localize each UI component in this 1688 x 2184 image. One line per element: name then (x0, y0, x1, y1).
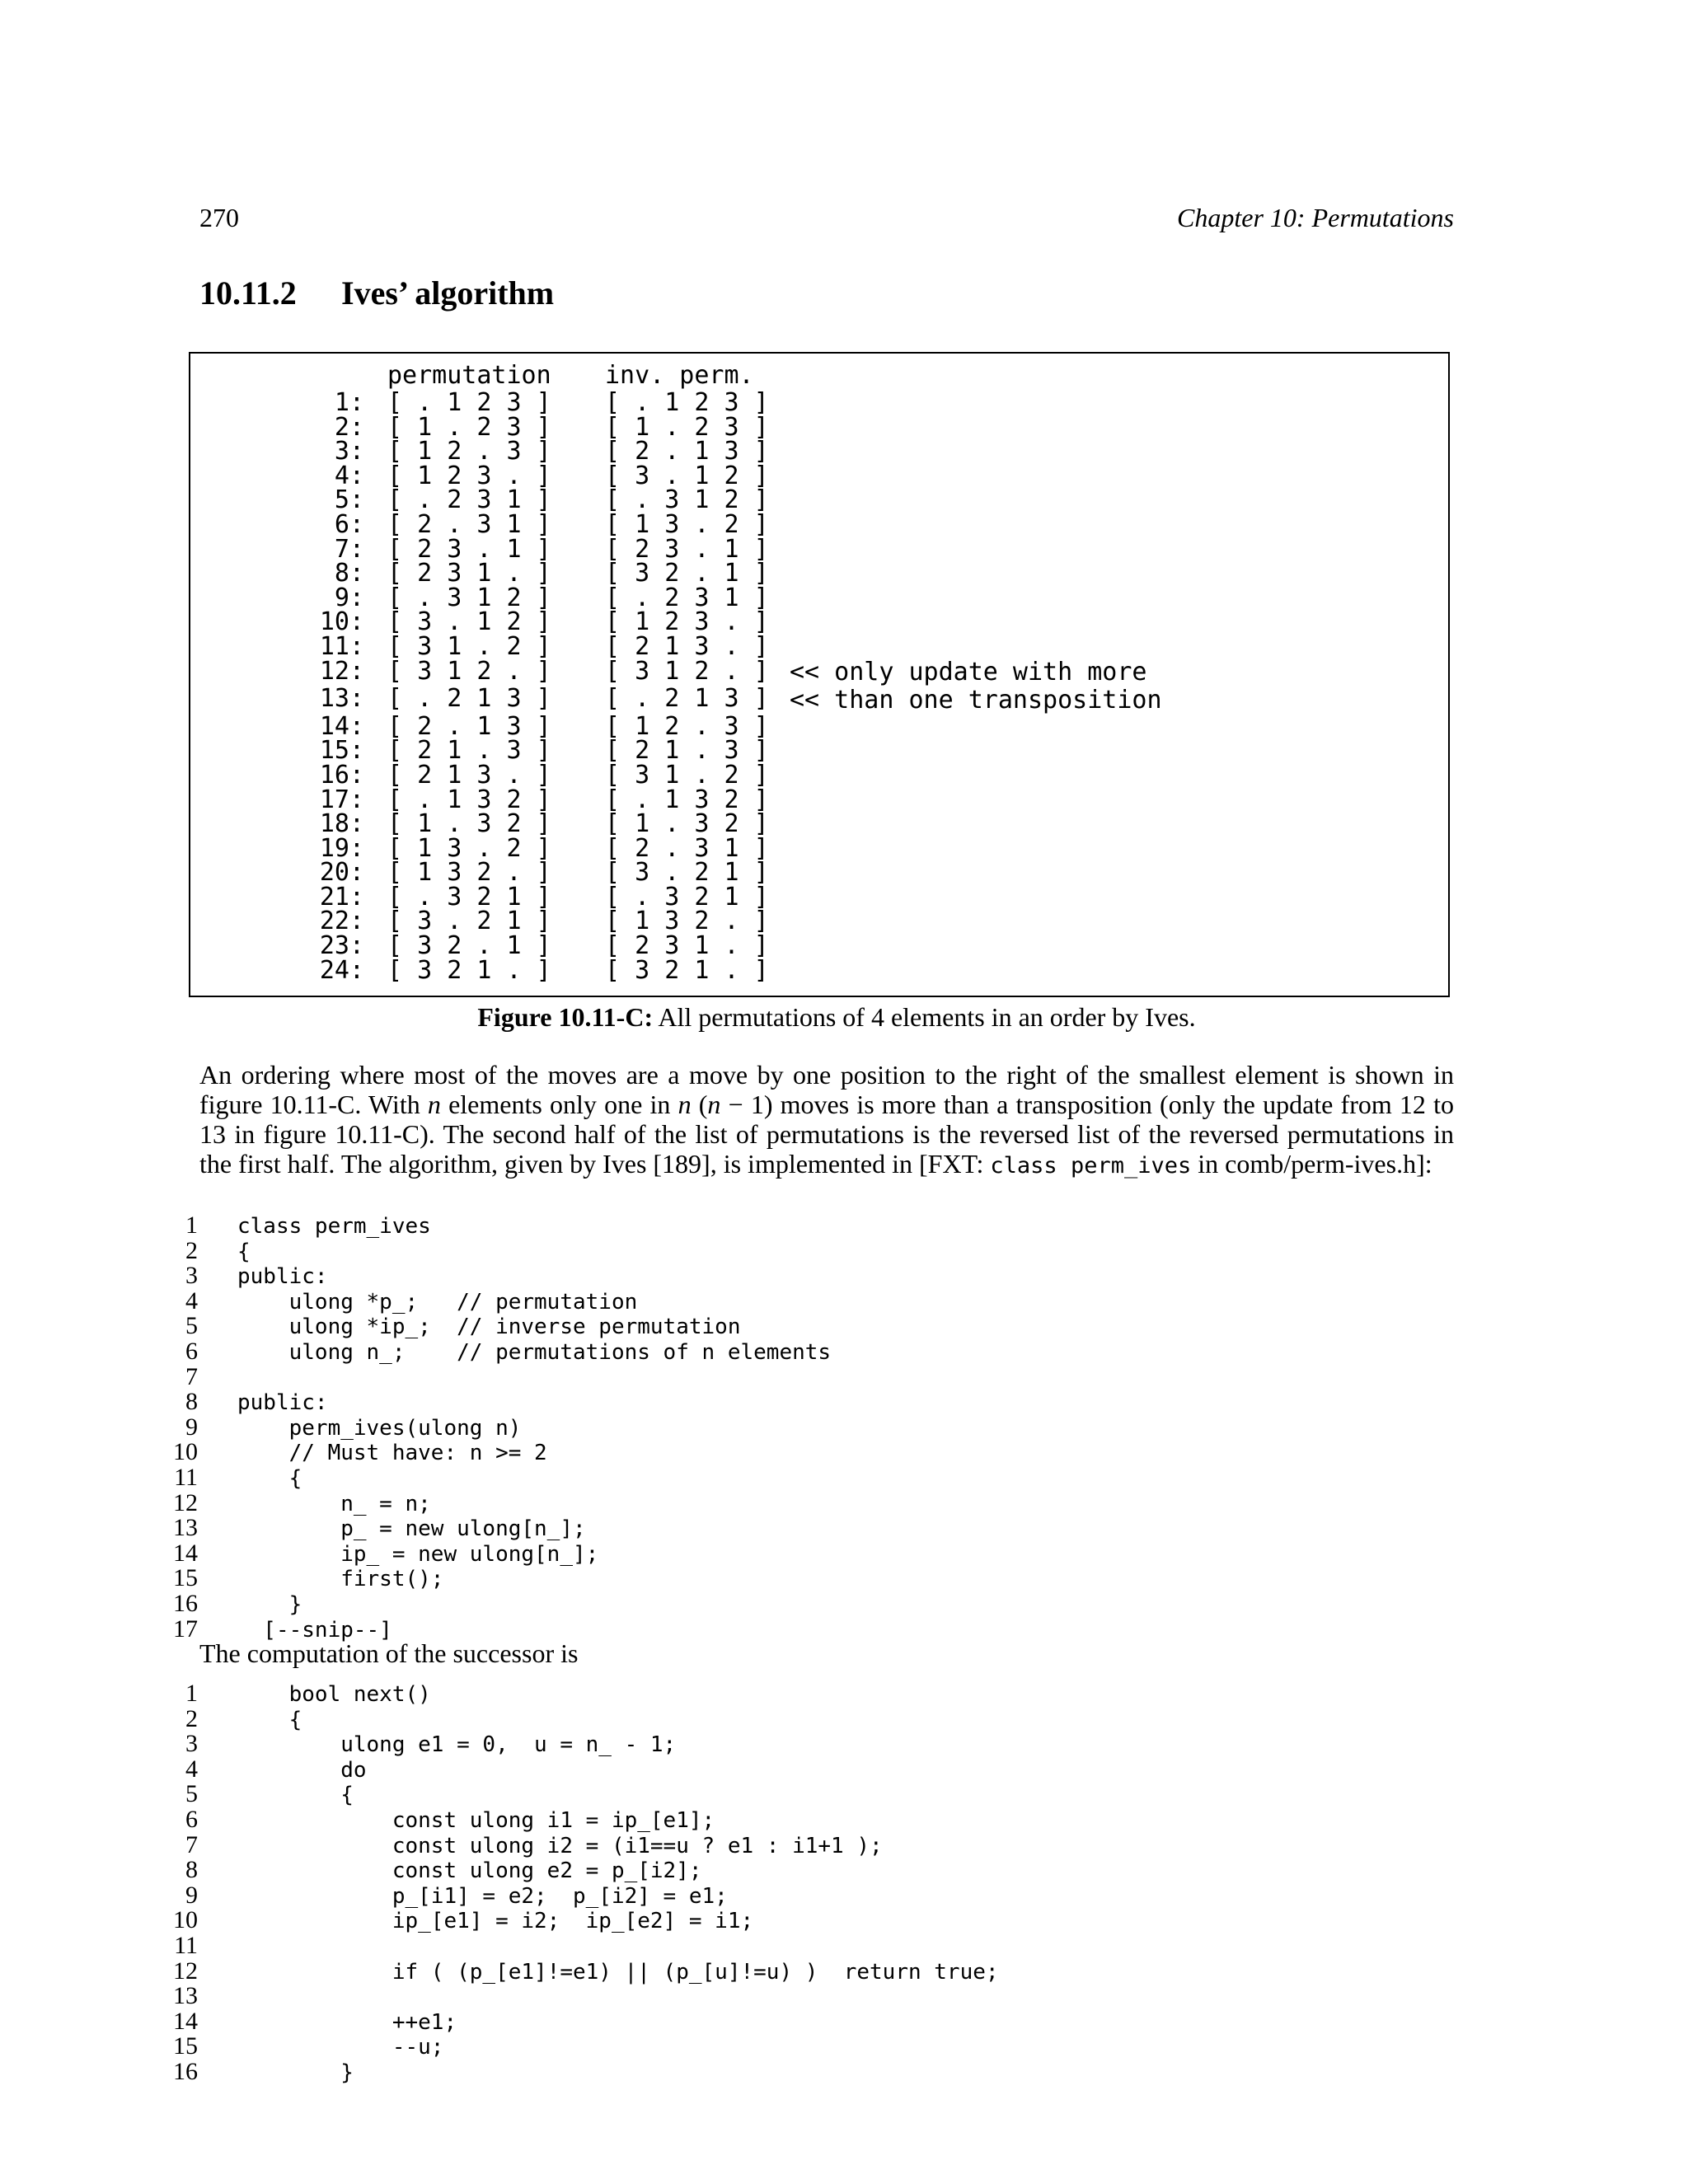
permutation-cell: [ 2 3 1 . ] (387, 559, 551, 588)
line-number: 10 (173, 1906, 198, 1934)
row-index: 23: (319, 931, 364, 961)
line-number: 14 (173, 2007, 198, 2035)
line-number: 13 (173, 1982, 198, 2010)
inverse-permutation-cell: [ . 2 1 3 ] (605, 684, 769, 714)
line-number: 7 (185, 1830, 198, 1858)
line-number: 3 (185, 1730, 198, 1758)
permutation-cell: [ 1 3 . 2 ] (387, 833, 551, 863)
row-index: 12: (319, 656, 364, 686)
inverse-permutation-cell: [ 2 3 1 . ] (605, 931, 769, 961)
permutation-cell: [ 1 . 3 2 ] (387, 809, 551, 839)
row-index: 1: (334, 388, 364, 417)
line-number: 6 (185, 1805, 198, 1833)
inverse-permutation-cell: [ 1 . 2 3 ] (605, 412, 769, 442)
figure-note-line-2: << than one transposition (790, 686, 1162, 715)
section-heading (199, 274, 554, 312)
code-text: n_ = n; (237, 1491, 431, 1516)
figure-note-line-1: << only update with more (790, 658, 1147, 687)
inverse-permutation-cell: [ 3 2 1 . ] (605, 955, 769, 985)
row-index: 4: (334, 461, 364, 490)
permutation-column-header: permutation (387, 361, 551, 390)
inverse-permutation-cell: [ 3 2 . 1 ] (605, 559, 769, 588)
line-number: 17 (173, 1615, 198, 1643)
section-number: 10.11.2 (199, 274, 297, 312)
inverse-permutation-cell: [ 2 3 . 1 ] (605, 534, 769, 564)
code-text: if ( (p_[e1]!=e1) || (p_[u]!=u) ) return true; (237, 1959, 999, 1985)
line-number: 9 (185, 1413, 198, 1441)
row-index: 8: (334, 559, 364, 588)
code-text: first(); (237, 1567, 444, 1592)
permutation-cell: [ 2 . 3 1 ] (387, 509, 551, 539)
permutation-cell: [ 3 1 2 . ] (387, 656, 551, 686)
body-paragraph: An ordering where most of the moves are a move by one position to the right of the smallest element is shown in figure 10.11-C. With n elements only one in n (n − 1) moves is more than a transposition (only the update from 12 to 13 in figure 10.11-C). The second half of the list of permutations is the reversed list of the reversed permutations in the first half. The algorithm, given by Ives [189], is implemented in [FXT: class perm_ives in comb/perm-ives.h]: (199, 1060, 1455, 1179)
line-number: 11 (174, 1931, 198, 1959)
row-index: 16: (319, 760, 364, 790)
code-text: ip_ = new ulong[n_]; (237, 1541, 599, 1567)
permutation-column (387, 388, 551, 985)
inverse-permutation-cell: [ 3 1 2 . ] (605, 656, 769, 686)
permutation-cell: [ 3 . 1 2 ] (387, 607, 551, 637)
figure-caption-text: All permutations of 4 elements in an order by Ives. (658, 1002, 1196, 1032)
permutation-cell: [ . 2 1 3 ] (387, 684, 551, 714)
permutation-cell: [ 3 . 2 1 ] (387, 907, 551, 936)
inverse-permutation-cell: [ 2 1 . 3 ] (605, 736, 769, 766)
line-number: 9 (185, 1881, 198, 1909)
row-index-column (285, 388, 364, 985)
code-text: ip_[e1] = i2; ip_[e2] = i1; (237, 1909, 754, 1934)
row-index: 7: (334, 534, 364, 564)
inverse-permutation-column (605, 388, 769, 985)
row-index: 9: (334, 583, 364, 612)
inverse-permutation-cell: [ 3 1 . 2 ] (605, 760, 769, 790)
page-number: 270 (199, 203, 239, 232)
line-number: 12 (173, 1488, 198, 1516)
code-text: public: (237, 1390, 328, 1416)
line-number: 8 (185, 1856, 198, 1884)
code-text: bool next() (237, 1682, 431, 1707)
row-index: 3: (334, 437, 364, 466)
inverse-permutation-cell: [ . 1 3 2 ] (605, 785, 769, 814)
row-index: 2: (334, 412, 364, 442)
section-title: Ives’ algorithm (341, 274, 555, 312)
row-index: 22: (319, 907, 364, 936)
line-number: 12 (173, 1957, 198, 1985)
inverse-permutation-cell: [ 2 1 3 . ] (605, 631, 769, 661)
permutation-cell: [ 3 2 . 1 ] (387, 931, 551, 961)
inverse-permutation-cell: [ 1 3 2 . ] (605, 907, 769, 936)
permutation-cell: [ 1 3 2 . ] (387, 858, 551, 888)
line-number: 1 (185, 1212, 198, 1239)
permutation-cell: [ 2 1 . 3 ] (387, 736, 551, 766)
row-index: 11: (319, 631, 364, 661)
inverse-permutation-cell: [ . 3 1 2 ] (605, 485, 769, 515)
code-text: ulong *p_; // permutation (237, 1289, 638, 1315)
inverse-permutation-cell: [ 2 . 3 1 ] (605, 833, 769, 863)
row-index: 17: (319, 785, 364, 814)
line-number: 13 (173, 1514, 198, 1542)
prose-successor-intro: The computation of the successor is (199, 1638, 579, 1668)
inverse-permutation-cell: [ 3 . 1 2 ] (605, 461, 769, 490)
code-text: // Must have: n >= 2 (237, 1441, 547, 1466)
line-number: 16 (173, 2057, 198, 2085)
code-text: } (237, 2060, 354, 2085)
permutation-cell: [ 2 1 3 . ] (387, 760, 551, 790)
line-number: 16 (173, 1589, 198, 1617)
permutation-cell: [ . 2 3 1 ] (387, 485, 551, 515)
line-number: 10 (173, 1438, 198, 1466)
line-number: 7 (185, 1362, 198, 1390)
chapter-title: Chapter 10: Permutations (1177, 203, 1454, 232)
line-number: 15 (173, 1564, 198, 1592)
inverse-permutation-cell: [ 1 . 3 2 ] (605, 809, 769, 839)
line-number: 15 (173, 2032, 198, 2060)
figure-caption-label: Figure 10.11-C: (477, 1002, 654, 1032)
inverse-permutation-cell: [ 1 3 . 2 ] (605, 509, 769, 539)
inverse-permutation-cell: [ 1 2 . 3 ] (605, 711, 769, 741)
code-text: } (237, 1591, 302, 1617)
inverse-permutation-cell: [ . 1 2 3 ] (605, 388, 769, 417)
permutation-cell: [ 2 3 . 1 ] (387, 534, 551, 564)
line-number: 3 (185, 1262, 198, 1290)
code-text: const ulong e2 = p_[i2]; (237, 1858, 702, 1884)
permutation-cell: [ 1 2 3 . ] (387, 461, 551, 490)
permutation-cell: [ 1 . 2 3 ] (387, 412, 551, 442)
line-number: 6 (185, 1337, 198, 1365)
row-index: 6: (334, 509, 364, 539)
row-index: 15: (319, 736, 364, 766)
row-index: 10: (319, 607, 364, 637)
inverse-permutation-cell: [ 3 . 2 1 ] (605, 858, 769, 888)
code-text: class perm_ives (237, 1214, 431, 1239)
row-index: 21: (319, 882, 364, 912)
permutation-cell: [ . 3 2 1 ] (387, 882, 551, 912)
code-text: ulong *ip_; // inverse permutation (237, 1315, 741, 1340)
permutation-cell: [ . 1 3 2 ] (387, 785, 551, 814)
code-text: p_ = new ulong[n_]; (237, 1516, 586, 1542)
row-index: 13: (319, 684, 364, 714)
row-index: 24: (319, 955, 364, 985)
permutation-cell: [ . 1 2 3 ] (387, 388, 551, 417)
code-text: --u; (237, 2035, 444, 2060)
permutation-cell: [ 3 2 1 . ] (387, 955, 551, 985)
code-text: do (237, 1757, 367, 1783)
row-index: 5: (334, 485, 364, 515)
permutation-cell: [ 3 1 . 2 ] (387, 631, 551, 661)
code-text: ++e1; (237, 2009, 457, 2035)
line-number: 1 (185, 1680, 198, 1707)
code-text: p_[i1] = e2; p_[i2] = e1; (237, 1883, 728, 1909)
row-index: 20: (319, 858, 364, 888)
inline-code-class-name: class perm_ives (990, 1153, 1192, 1179)
line-number: 2 (185, 1236, 198, 1264)
line-number: 8 (185, 1388, 198, 1416)
line-number: 2 (185, 1704, 198, 1732)
line-number: 14 (173, 1539, 198, 1567)
line-number: 4 (185, 1286, 198, 1315)
code-text: { (237, 1783, 354, 1808)
line-number: 5 (185, 1312, 198, 1340)
permutation-cell: [ 1 2 . 3 ] (387, 437, 551, 466)
code-text: [--snip--] (237, 1617, 392, 1643)
code-text: const ulong i1 = ip_[e1]; (237, 1807, 715, 1833)
line-number: 4 (185, 1755, 198, 1783)
permutation-cell: [ . 3 1 2 ] (387, 583, 551, 612)
code-text: { (237, 1707, 302, 1732)
code-text: public: (237, 1264, 328, 1290)
line-number: 5 (185, 1780, 198, 1808)
code-text: { (237, 1239, 251, 1264)
code-text: ulong e1 = 0, u = n_ - 1; (237, 1732, 677, 1758)
inverse-permutation-cell: [ . 3 2 1 ] (605, 882, 769, 912)
inverse-permutation-cell: [ . 2 3 1 ] (605, 583, 769, 612)
inverse-permutation-column-header: inv. perm. (605, 361, 754, 390)
code-text: { (237, 1465, 302, 1491)
inverse-permutation-cell: [ 1 2 3 . ] (605, 607, 769, 637)
code-text: ulong n_; // permutations of n elements (237, 1339, 832, 1365)
inverse-permutation-cell: [ 2 . 1 3 ] (605, 437, 769, 466)
permutation-cell: [ 2 . 1 3 ] (387, 711, 551, 741)
line-number: 11 (174, 1463, 198, 1491)
code-text: perm_ives(ulong n) (237, 1415, 522, 1441)
figure-caption (0, 1002, 1688, 1033)
row-index: 19: (319, 833, 364, 863)
code-text: const ulong i2 = (i1==u ? e1 : i1+1 ); (237, 1833, 883, 1858)
row-index: 14: (319, 711, 364, 741)
row-index: 18: (319, 809, 364, 839)
